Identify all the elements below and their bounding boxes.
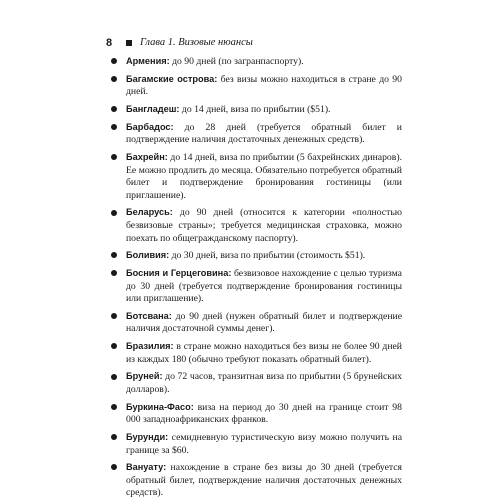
- list-item: [110, 55, 402, 69]
- bullet-icon: [111, 252, 117, 258]
- entry-text: без визы можно находиться в стране до 90 дней.: [126, 73, 402, 98]
- bullet-icon: [111, 124, 117, 130]
- entry-text: до 72 часов, транзитная виза по прибытии (5 брунейских долларов).: [126, 371, 402, 395]
- country-name: Бруней:: [126, 371, 163, 382]
- entry-text: до 90 дней (нужен обратный билет и подтверждение наличия достаточной суммы денег).: [126, 310, 402, 335]
- country-name: Вануату:: [126, 462, 167, 473]
- bullet-icon: [111, 374, 117, 380]
- list-item: [110, 267, 402, 306]
- country-name: Бахрейн:: [126, 151, 168, 162]
- entry-text: виза на период до 30 дней на границе стоит 98 000 западноафриканских франков.: [126, 401, 402, 426]
- country-name: Буркина-Фасо:: [126, 401, 194, 412]
- running-head: [106, 36, 253, 50]
- list-item: [110, 151, 402, 202]
- bullet-icon: [111, 313, 117, 319]
- country-name: Армения:: [126, 56, 170, 66]
- list-item: [110, 461, 402, 500]
- list-item: [110, 121, 402, 147]
- list-item: [110, 249, 402, 263]
- list-item: [110, 431, 402, 457]
- list-item: [110, 103, 402, 117]
- entry-text: семидневную туристическую визу можно получить на границе за $60.: [126, 431, 402, 456]
- bullet-icon: [111, 434, 117, 440]
- entry-text: до 30 дней, виза по прибытии (стоимость $51).: [169, 250, 366, 262]
- entry-text: до 90 дней (по загранпаспорту).: [169, 56, 304, 67]
- country-name: Бурунди:: [126, 431, 169, 442]
- bullet-icon: [111, 154, 117, 160]
- list-item: [110, 310, 402, 336]
- entry-text: нахождение в стране без визы до 30 дней (требуется обратный билет, подтверждение наличия достаточных денежных средств).: [126, 462, 402, 499]
- country-name: Босния и Герцеговина:: [126, 267, 232, 278]
- country-name: Багамские острова:: [126, 73, 218, 84]
- bullet-icon: [111, 270, 117, 276]
- country-name: Бангладеш:: [126, 103, 180, 114]
- list-item: [110, 73, 402, 99]
- bullet-icon: [111, 210, 117, 216]
- country-name: Боливия:: [126, 250, 170, 261]
- list-item: [110, 370, 402, 396]
- list-item: [110, 401, 402, 427]
- square-ornament-icon: [126, 40, 132, 46]
- country-name: Беларусь:: [126, 207, 173, 218]
- bullet-icon: [111, 464, 117, 470]
- country-name: Барбадос:: [126, 121, 174, 132]
- chapter-title: Глава 1. Визовые нюансы: [140, 37, 253, 48]
- bullet-icon: [111, 404, 117, 410]
- entry-text: до 90 дней (относится к категории «полностью безвизовые страны»; требуется медицинская страховка, можно поехать по общегражданскому паспорту).: [126, 207, 402, 244]
- bullet-icon: [111, 343, 117, 349]
- entry-text: до 14 дней, виза по прибытии (5 бахрейнских динаров). Ее можно продлить до месяца. Обязательно потребуется обратный билет и подтверждение бронирования гостиницы (или приглашение).: [126, 151, 402, 201]
- bullet-icon: [111, 106, 117, 112]
- page-number: 8: [106, 37, 113, 49]
- entry-text: до 28 дней (требуется обратный билет и подтверждение наличия достаточных денежных средств).: [126, 121, 402, 146]
- country-name: Бразилия:: [126, 341, 174, 352]
- list-item: [110, 340, 402, 366]
- list-item: [110, 206, 402, 245]
- bullet-icon: [111, 58, 117, 64]
- entry-text: до 14 дней, виза по прибытии ($51).: [179, 103, 331, 115]
- bullet-icon: [111, 76, 117, 82]
- country-name: Ботсвана:: [126, 310, 172, 321]
- country-visa-list: [110, 55, 402, 504]
- entry-text: в стране можно находиться без визы не более 90 дней из каждых 180 (обычно требуют показать обратный билет).: [126, 341, 402, 365]
- entry-text: безвизовое нахождение с целью туризма до 30 дней (требуется подтверждение бронирования гостиницы или приглашение).: [126, 267, 402, 305]
